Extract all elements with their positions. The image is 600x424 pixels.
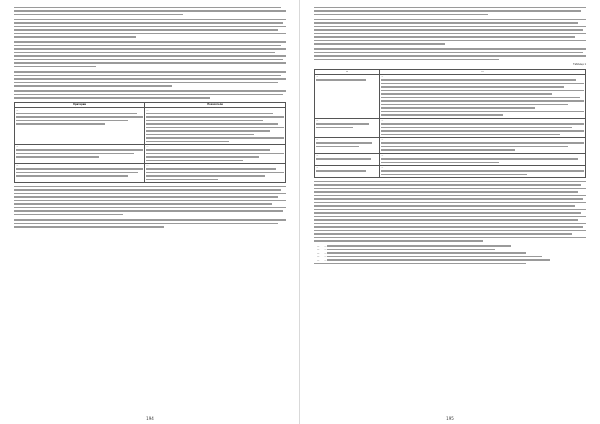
page-number: 194 <box>146 416 154 421</box>
paragraph <box>14 89 286 100</box>
table-cell <box>15 108 145 145</box>
paragraph <box>14 6 286 17</box>
table-row <box>315 118 586 137</box>
table-cell <box>315 74 380 118</box>
list-item: — … <box>324 252 586 256</box>
table-cell <box>380 74 586 118</box>
paragraph <box>14 70 286 88</box>
cell-text: … <box>381 138 384 142</box>
criteria-table <box>14 102 286 183</box>
cell-text: … <box>146 145 149 149</box>
paragraph <box>14 18 286 39</box>
table-cell <box>315 118 380 137</box>
paragraph <box>14 185 286 217</box>
cell-text: … <box>146 164 149 168</box>
paragraph <box>314 18 586 46</box>
paragraph <box>314 262 586 266</box>
cell-text: … <box>16 164 19 168</box>
table-cell <box>15 163 145 182</box>
table-caption: Таблица 1 <box>573 63 586 67</box>
table-row <box>315 165 586 177</box>
list-item: — … <box>324 259 586 263</box>
table-row <box>15 163 286 182</box>
table-row <box>315 137 586 153</box>
table-cell <box>380 137 586 153</box>
paragraph <box>14 218 286 229</box>
cell-text: … <box>381 75 384 79</box>
column-header: Показатели <box>145 102 286 107</box>
column-header: Критерии <box>15 102 145 107</box>
right-column <box>314 6 586 267</box>
paragraph <box>14 41 286 69</box>
cell-text: … <box>381 154 384 158</box>
cell-text: … <box>316 75 319 79</box>
cell-text: … <box>381 166 384 170</box>
cell-text: … <box>316 138 319 142</box>
cell-text: … <box>316 119 319 123</box>
paragraph <box>314 6 586 17</box>
cell-text: … <box>16 145 19 149</box>
cell-text: … <box>316 154 319 158</box>
table-cell <box>145 144 286 163</box>
cell-text: … <box>316 166 319 170</box>
table-cell <box>315 137 380 153</box>
table-cell <box>145 163 286 182</box>
table-cell <box>380 165 586 177</box>
table-cell <box>145 108 286 145</box>
table-row <box>315 74 586 118</box>
table-cell <box>380 153 586 165</box>
paragraph <box>314 48 586 62</box>
list-item: — … <box>324 245 586 249</box>
table-row <box>15 144 286 163</box>
cell-text: … <box>146 108 149 112</box>
list-item: — … <box>324 248 586 252</box>
table-cell <box>380 118 586 137</box>
table-cell <box>315 153 380 165</box>
table-row <box>15 108 286 145</box>
modules-table <box>314 69 586 178</box>
left-column <box>14 6 286 230</box>
cell-text: … <box>16 108 19 112</box>
list-item: — … <box>324 255 586 259</box>
numbered-list <box>314 245 586 263</box>
column-header: … <box>315 69 380 74</box>
column-header: … <box>380 69 586 74</box>
paragraph <box>314 180 586 243</box>
page-number: 195 <box>446 416 454 421</box>
table-row <box>315 153 586 165</box>
table-cell <box>15 144 145 163</box>
cell-text: … <box>381 119 384 123</box>
right-page <box>300 0 600 424</box>
table-cell <box>315 165 380 177</box>
